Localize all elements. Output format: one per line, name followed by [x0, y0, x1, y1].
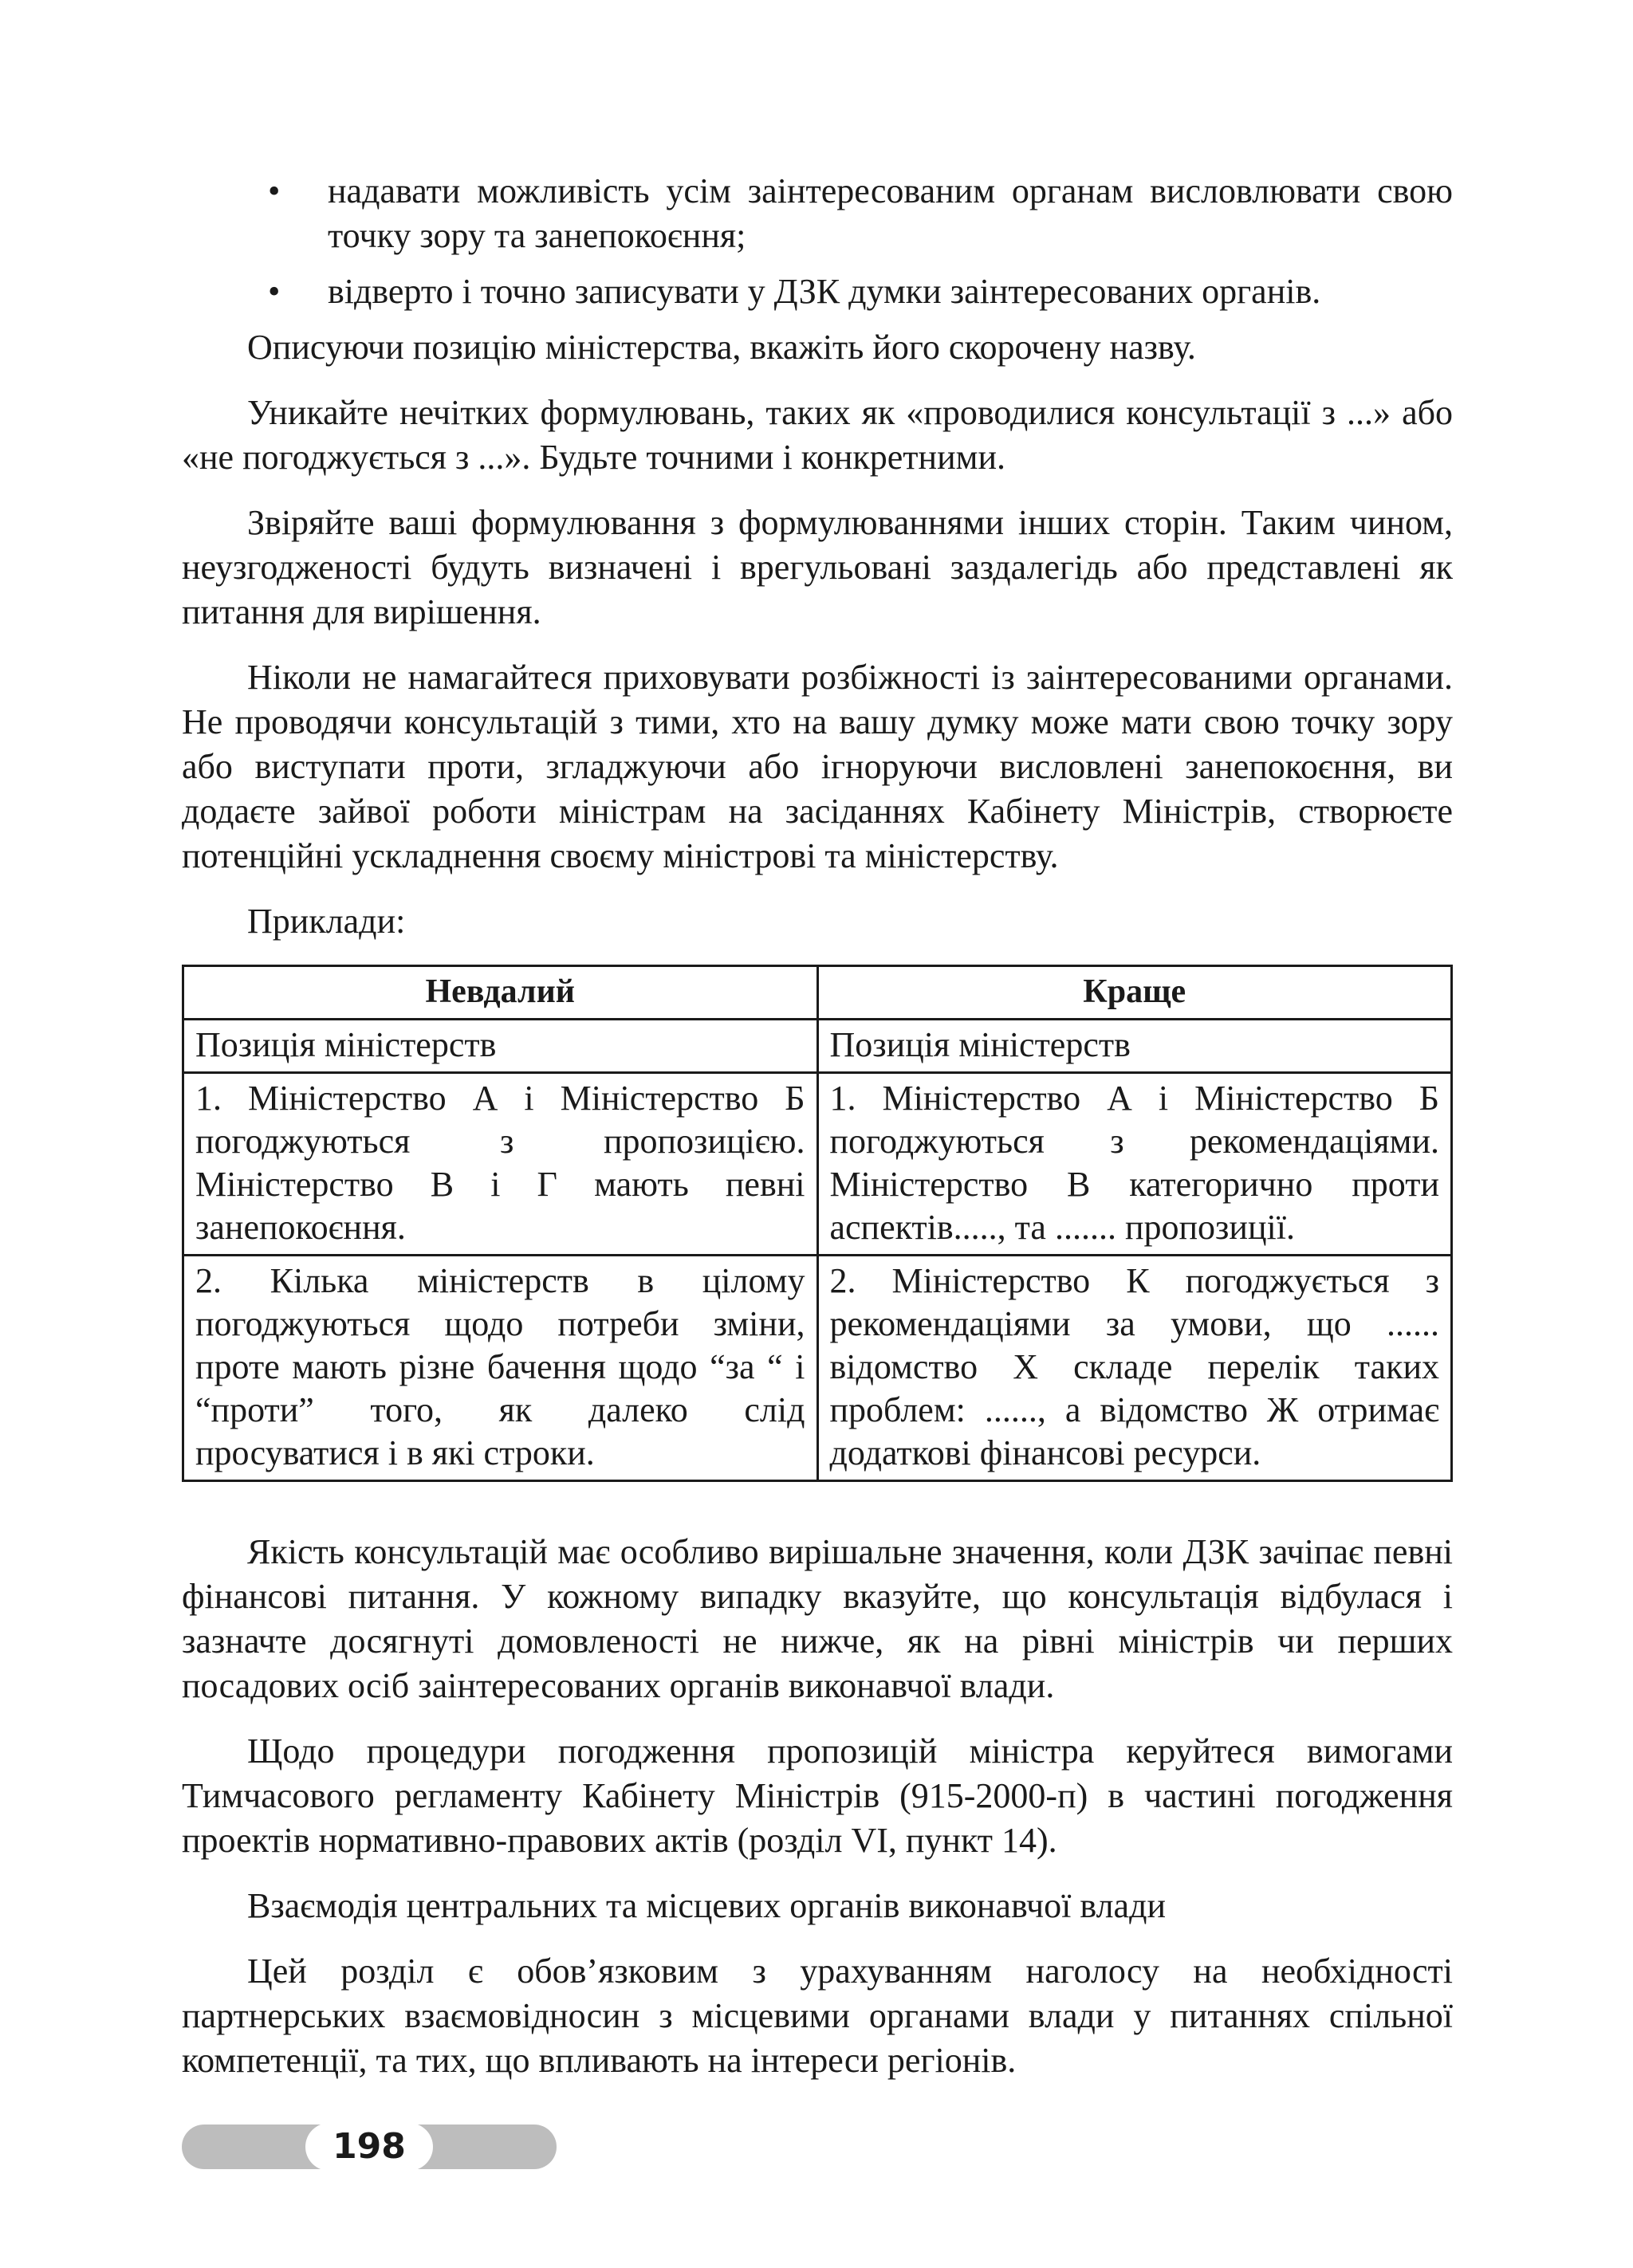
after-table-section: [182, 1530, 1453, 2083]
paragraph: Уникайте нечітких формулювань, таких як «проводилися консультації з ...» або «не погоджується з ...». Будьте точними і конкретними.: [182, 393, 1453, 477]
table-row: [183, 1073, 1452, 1256]
page-number: 198: [305, 2123, 433, 2171]
paragraph: Описуючи позицію міністерства, вкажіть його скорочену назву.: [247, 328, 1196, 367]
examples-label: Приклади:: [247, 902, 406, 941]
bullet-dot-icon: •: [268, 171, 281, 210]
section-heading: Взаємодія центральних та місцевих органів виконавчої влади: [247, 1886, 1167, 1925]
bullet-text: відверто і точно записувати у ДЗК думки заінтересованих органів.: [328, 272, 1321, 311]
paragraph: Ніколи не намагайтеся приховувати розбіжності із заінтересованими органами. Не проводячи консультацій з тими, хто на вашу думку може мати свою точку зору або виступати проти, згладжуючи або ігноруючи висловлені занепокоєння, ви додаєте зайвої роботи міністрам на засіданнях Кабінету Міністрів, створюєте потенційні ускладнення своєму міністрові та міністерству.: [182, 658, 1453, 875]
paragraph: Звіряйте ваші формулювання з формулюваннями інших сторін. Таким чином, неузгодженості будуть визначені і врегульовані заздалегідь або представлені як питання для вирішення.: [182, 503, 1453, 631]
page-content: [182, 169, 1453, 2104]
table-header-row: [183, 966, 1452, 1020]
bullet-item: [182, 169, 1453, 258]
table-header-bad: Невдалий: [183, 966, 818, 1020]
table-header-better: Краще: [817, 966, 1452, 1020]
table-cell: 2. Міністерство К погоджується з рекомендаціями за умови, що ...... відомство Х складе перелік таких проблем: ......, а відомство Ж отримає додаткові фінансові ресурси.: [817, 1256, 1452, 1481]
bullet-dot-icon: •: [268, 272, 281, 311]
bullet-item: [182, 269, 1453, 314]
examples-table: [182, 965, 1453, 1482]
paragraph: Якість консультацій має особливо вирішальне значення, коли ДЗК зачіпає певні фінансові питання. У кожному випадку вказуйте, що консультація відбулася і зазначте досягнуті домовленості не нижче, як на рівні міністрів чи перших посадових осіб заінтересованих органів виконавчої влади.: [182, 1532, 1453, 1705]
table-cell: 1. Міністерство А і Міністерство Б погоджуються з рекомендаціями. Міністерство В категорично проти аспектів....., та ....... пропозиції.: [817, 1073, 1452, 1256]
table-cell: 2. Кілька міністерств в цілому погоджуються щодо потреби зміни, проте мають різне бачення щодо “за “ і “проти” того, як далеко слід просуватися і в які строки.: [183, 1256, 818, 1481]
table-cell: 1. Міністерство А і Міністерство Б погоджуються з пропозицією. Міністерство В і Г мають певні занепокоєння.: [183, 1073, 818, 1256]
table-row: [183, 1256, 1452, 1481]
table-cell: Позиція міністерств: [183, 1020, 818, 1073]
page-footer-bar: [182, 2125, 557, 2169]
table-cell: Позиція міністерств: [817, 1020, 1452, 1073]
bullet-text: надавати можливість усім заінтересованим органам висловлювати свою точку зору та занепокоєння;: [328, 171, 1453, 255]
paragraph: Цей розділ є обов’язковим з урахуванням наголосу на необхідності партнерських взаємовідносин з місцевими органами влади у питаннях спільної компетенції, та тих, що впливають на інтереси регіонів.: [182, 1952, 1453, 2080]
table-row: [183, 1020, 1452, 1073]
paragraph: Щодо процедури погодження пропозицій міністра керуйтеся вимогами Тимчасового регламенту Кабінету Міністрів (915-2000-п) в частині погодження проектів нормативно-правових актів (розділ VI, пункт 14).: [182, 1731, 1453, 1860]
